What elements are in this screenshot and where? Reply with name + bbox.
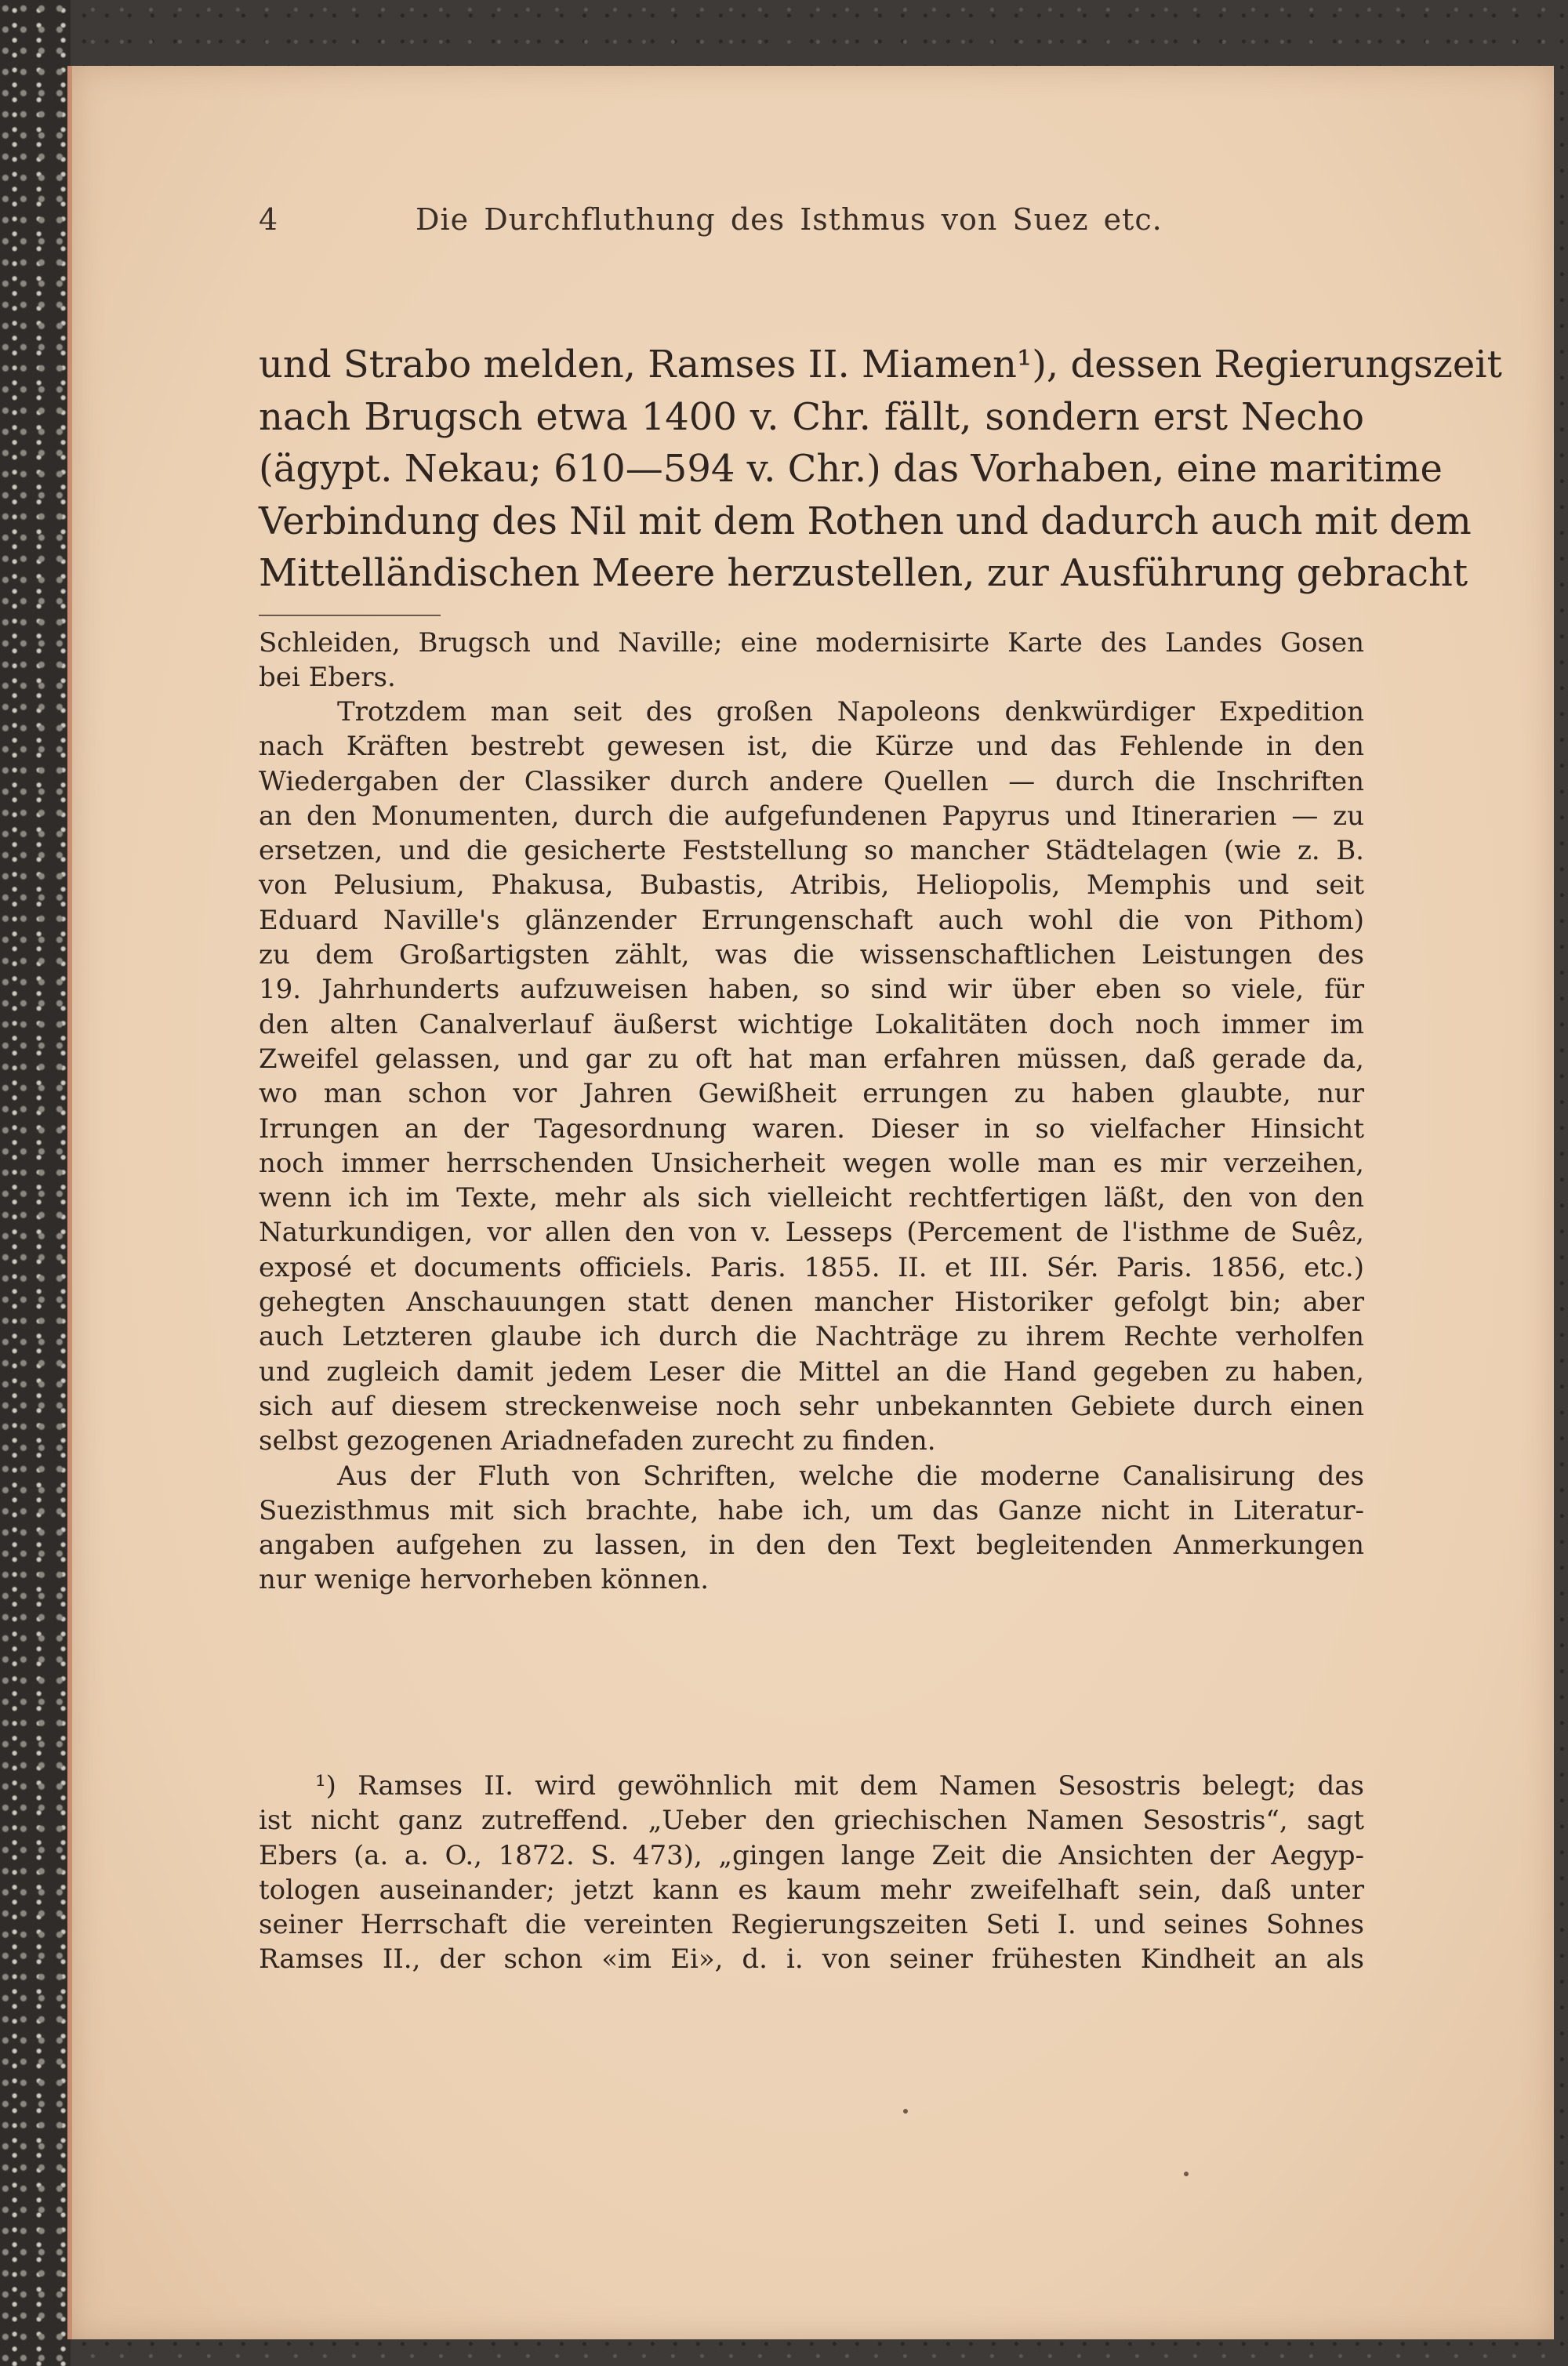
footnote-line: auch Letzteren glaube ich durch die Nachträge zu ihrem Rechte verholfen xyxy=(259,1321,1364,1353)
footnote-line: Ebers (a. a. O., 1872. S. 473), „gingen lange Zeit die Ansichten der Aegyp- xyxy=(259,1839,1364,1871)
footnote-line: bei Ebers. xyxy=(259,662,396,694)
footnote-line: sich auf diesem streckenweise noch sehr unbekannten Gebiete durch einen xyxy=(259,1390,1364,1422)
footnote-line: wo man schon vor Jahren Gewißheit errungen zu haben glaubte, nur xyxy=(259,1078,1364,1110)
footnote-line: Trotzdem man seit des großen Napoleons denkwürdiger Expedition xyxy=(337,696,1364,728)
footnote-line: gehegten Anschauungen statt denen mancher Historiker gefolgt bin; aber xyxy=(259,1286,1364,1319)
paper-speck xyxy=(1184,2172,1189,2176)
footnote-line: Zweifel gelassen, und gar zu oft hat man erfahren müssen, daß gerade da, xyxy=(259,1043,1364,1075)
footnote-line: zu dem Großartigsten zählt, was die wissenschaftlichen Leistungen des xyxy=(259,939,1364,971)
footnote-1 xyxy=(259,1769,1364,1977)
footnote-line: Naturkundigen, vor allen den von v. Lesseps (Percement de l'isthme de Suêz, xyxy=(259,1217,1364,1249)
footnote-line: selbst gezogenen Ariadnefaden zurecht zu finden. xyxy=(259,1425,936,1457)
footnote-line: nach Kräften bestrebt gewesen ist, die Kürze und das Fehlende in den xyxy=(259,731,1364,763)
footnote-line: Wiedergaben der Classiker durch andere Quellen — durch die Inschriften xyxy=(259,765,1364,797)
footnote-line: noch immer herrschenden Unsicherheit wegen wolle man es mir verzeihen, xyxy=(259,1147,1364,1179)
main-text-line: Verbindung des Nil mit dem Rothen und dadurch auch mit dem xyxy=(259,499,1472,543)
footnote-line: Irrungen an der Tagesordnung waren. Dieser in so vielfacher Hinsicht xyxy=(259,1112,1364,1145)
footnote-line: Eduard Naville's glänzender Errungenschaft auch wohl die von Pithom) xyxy=(259,904,1364,936)
footnote-line: angaben aufgehen zu lassen, in den den Text begleitenden Anmerkungen xyxy=(259,1530,1364,1562)
footnote-line: Schleiden, Brugsch und Naville; eine modernisirte Karte des Landes Gosen xyxy=(259,627,1364,659)
footnote-line: Aus der Fluth von Schriften, welche die moderne Canalisirung des xyxy=(337,1460,1364,1492)
footnote-line: exposé et documents officiels. Paris. 1855. II. et III. Sér. Paris. 1856, etc.) xyxy=(259,1251,1364,1283)
main-text-block xyxy=(259,339,1502,600)
main-text-line: Mittelländischen Meere herzustellen, zur Ausführung gebracht xyxy=(259,551,1468,595)
footnote-line: ist nicht ganz zutreffend. „Ueber den griechischen Namen Sesostris“, sagt xyxy=(259,1805,1364,1837)
running-title: Die Durchfluthung des Isthmus von Suez etc. xyxy=(416,202,1163,237)
footnote-line: nur wenige hervorheben können. xyxy=(259,1564,710,1596)
footnote-line: ersetzen, und die gesicherte Feststellung so mancher Städtelagen (wie z. B. xyxy=(259,835,1364,867)
footnote-line: ¹) Ramses II. wird gewöhnlich mit dem Namen Sesostris belegt; das xyxy=(315,1770,1364,1802)
page-number: 4 xyxy=(259,202,279,237)
footnote-body xyxy=(259,695,1364,1598)
footnote-line: 19. Jahrhunderts aufzuweisen haben, so sind wir über eben so viele, für xyxy=(259,974,1364,1006)
main-text-line: und Strabo melden, Ramses II. Miamen¹), dessen Regierungszeit xyxy=(259,343,1502,386)
footnote-line: und zugleich damit jedem Leser die Mittel an die Hand gegeben zu haben, xyxy=(259,1355,1364,1388)
book-cover-edge xyxy=(0,0,71,2366)
footnote-line: Suezisthmus mit sich brachte, habe ich, um das Ganze nicht in Literatur- xyxy=(259,1494,1364,1526)
footnote-line: seiner Herrschaft die vereinten Regierungszeiten Seti I. und seines Sohnes xyxy=(259,1909,1364,1941)
paper-speck xyxy=(903,2109,908,2114)
footnote-line: den alten Canalverlauf äußerst wichtige Lokalitäten doch noch immer im xyxy=(259,1008,1364,1040)
footnote-line: Ramses II., der schon «im Ei», d. i. von seiner frühesten Kindheit an als xyxy=(259,1943,1364,1976)
footnote-separator xyxy=(259,615,441,616)
main-text-line: nach Brugsch etwa 1400 v. Chr. fällt, sondern erst Necho xyxy=(259,394,1364,439)
footnote-line: von Pelusium, Phakusa, Bubastis, Atribis, Heliopolis, Memphis und seit xyxy=(259,869,1364,902)
footnote-continued xyxy=(259,626,1364,695)
footnote-line: an den Monumenten, durch die aufgefundenen Papyrus und Itinerarien — zu xyxy=(259,800,1364,832)
footnote-line: tologen auseinander; jetzt kann es kaum mehr zweifelhaft sein, daß unter xyxy=(259,1874,1364,1906)
main-text-line: (ägypt. Nekau; 610—594 v. Chr.) das Vorhaben, eine maritime xyxy=(259,447,1443,491)
footnote-line: wenn ich im Texte, mehr als sich vielleicht rechtfertigen läßt, den von den xyxy=(259,1182,1364,1214)
